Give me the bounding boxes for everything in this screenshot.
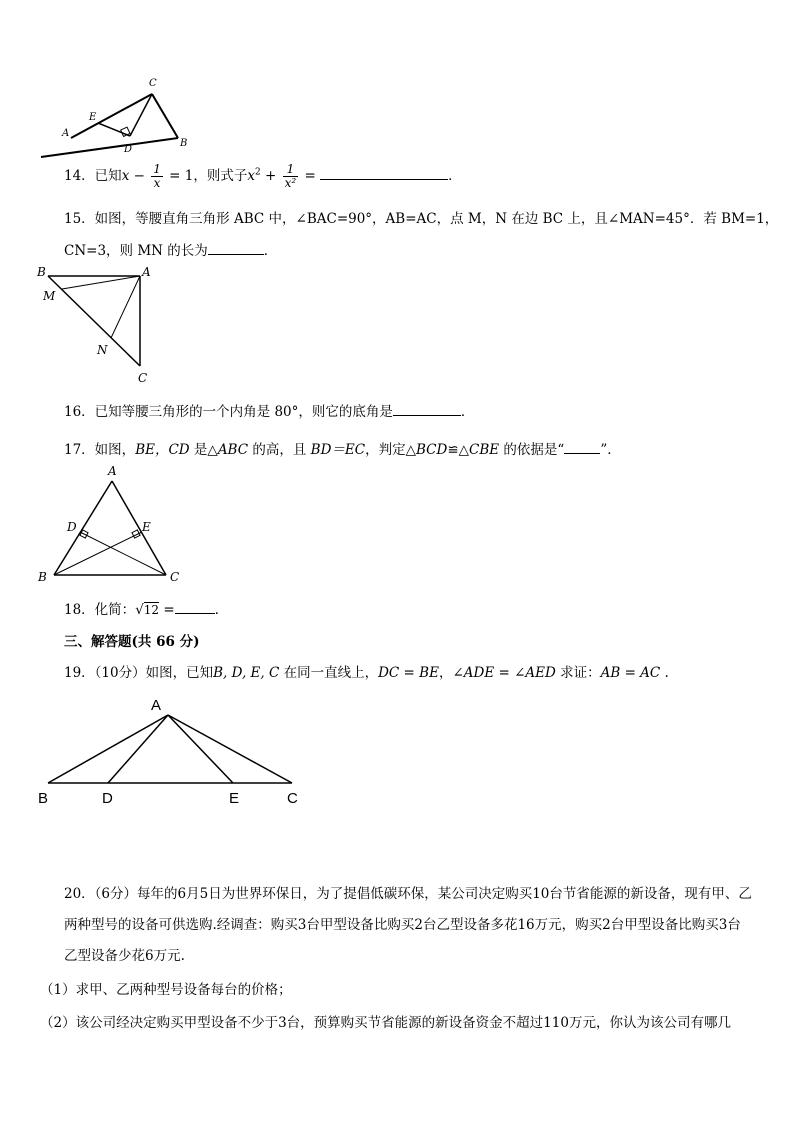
figure-q13 [38, 74, 198, 160]
q14-end: ． [448, 168, 462, 184]
q14-plus: + [260, 168, 281, 184]
q14-answer-blank[interactable] [320, 167, 448, 180]
q19-mid2: 求证： [555, 665, 601, 681]
q18-eq: = [159, 602, 175, 618]
q14-x: x [121, 168, 130, 184]
fig19-label-b: B [38, 790, 49, 807]
fig15-line-bc [48, 276, 140, 366]
q18-sqrt-sign: √ [135, 602, 144, 618]
question-14 [64, 163, 462, 190]
q14-eq1: = 1，则式子 [164, 168, 248, 184]
fig15-label-n: N [97, 343, 108, 357]
fig13-line-cb [152, 94, 178, 138]
fig13-label-d: D [124, 144, 133, 155]
q16-answer-blank[interactable] [393, 403, 461, 416]
section-3-title [64, 630, 199, 650]
q14-frac2-den: x² [284, 176, 297, 190]
q19-points: B, D, E, C [213, 665, 280, 681]
fig17-label-b: B [38, 570, 47, 584]
q17-end: ”． [600, 442, 621, 458]
fig13-label-a: A [62, 128, 70, 139]
q20-sub1-text: （1）求甲、乙两种型号设备每台的价格； [40, 982, 292, 998]
figure-q15 [34, 262, 164, 388]
question-16 [64, 400, 474, 420]
q19-goal: AB = AC [600, 665, 661, 681]
fig15-line-an [111, 276, 140, 338]
fig13-label-e: E [89, 112, 97, 123]
q14-fraction-1 [151, 163, 163, 190]
fig15-line-am [62, 276, 140, 289]
q14-prefix: 14．已知 [64, 168, 122, 184]
fig15-label-c: C [138, 371, 148, 385]
question-20-line2 [64, 913, 741, 933]
question-19 [64, 661, 669, 681]
q17-abc: ABC [217, 442, 249, 458]
q14-eq2: = [300, 168, 321, 184]
q17-mid4: 的依据是“ [499, 442, 565, 458]
q14-sup2: 2 [254, 167, 261, 178]
q19-cond2: ∠ADE = ∠AED [452, 665, 556, 681]
q14-frac1-num: 1 [153, 162, 161, 176]
q14-x2: x [247, 168, 255, 184]
q19-mid1: 在同一直线上， [279, 665, 379, 681]
q19-sep: ， [438, 665, 453, 681]
question-17 [64, 438, 621, 458]
q17-be-cd: BE，CD [135, 442, 190, 458]
q15-text-line2: CN=3，则 MN 的长为 [64, 243, 208, 259]
question-15-line1 [64, 207, 778, 227]
figure-q17 [34, 461, 184, 587]
question-20-sub2 [40, 1011, 731, 1031]
fig19-line-ae [168, 715, 233, 783]
question-15-line2 [64, 239, 277, 259]
fig17-label-d: D [67, 520, 77, 534]
q17-answer-blank[interactable] [564, 441, 600, 454]
q18-radicand: 12 [143, 603, 160, 617]
fig13-line-ed [98, 123, 130, 136]
q19-end: . [660, 665, 669, 681]
fig13-label-b: B [180, 138, 188, 149]
question-20-line3 [64, 944, 185, 964]
q17-bd-ec: BD＝EC [310, 442, 366, 458]
fig13-label-c: C [149, 78, 157, 89]
q15-text-line1: 15．如图，等腰直角三角形 ABC 中，∠BAC=90°，AB=AC，点 M，N 在边 BC 上，且∠MAN=45°．若 BM=1， [64, 211, 779, 227]
fig19-label-c: C [287, 790, 298, 807]
fig19-line-ab [48, 715, 168, 783]
fig15-label-a: A [142, 265, 151, 279]
q16-text: 16．已知等腰三角形的一个内角是 80°，则它的底角是 [64, 404, 393, 420]
figure-q19 [34, 695, 314, 807]
fig17-label-a: A [108, 464, 117, 478]
q17-mid3: ，判定△ [365, 442, 416, 458]
q15-answer-blank[interactable] [208, 242, 264, 255]
q17-mid1: 是△ [189, 442, 218, 458]
fig13-line-ab [41, 138, 178, 157]
q19-cond1: DC = BE [378, 665, 439, 681]
fig17-label-c: C [170, 570, 180, 584]
q15-end: ． [263, 243, 278, 259]
question-20-sub1 [40, 978, 292, 998]
q14-frac1-den: x [153, 176, 161, 190]
fig19-label-a: A [151, 697, 162, 714]
section-3-title-text: 三、解答题(共 66 分) [64, 634, 200, 650]
q18-end: ． [214, 602, 229, 618]
q16-end: ． [460, 404, 475, 420]
q19-prefix: 19．（10分）如图，已知 [64, 665, 214, 681]
question-18 [64, 598, 228, 618]
q17-cbe: CBE [469, 442, 500, 458]
q17-cong: ≌△ [447, 442, 470, 458]
q20-text-line3: 乙型设备少花6万元. [64, 948, 185, 964]
q17-prefix: 17．如图， [64, 442, 136, 458]
fig19-label-d: D [102, 790, 113, 807]
q17-bcd: BCD [415, 442, 448, 458]
fig17-label-e: E [142, 520, 151, 534]
q20-text-line1: 20．（6分）每年的6月5日为世界环保日，为了提倡低碳环保，某公司决定购买10台节省能源的新设备，现有甲、乙 [64, 886, 752, 902]
fig15-label-m: M [43, 289, 56, 303]
fig15-label-b: B [37, 265, 46, 279]
q20-sub2-text: （2）该公司经决定购买甲型设备不少于3台，预算购买节省能源的新设备资金不超过110万元，你认为该公司有哪几 [40, 1015, 731, 1031]
q17-mid2: 的高，且 [248, 442, 311, 458]
fig19-line-ac [168, 715, 292, 783]
q20-text-line2: 两种型号的设备可供选购.经调查：购买3台甲型设备比购买2台乙型设备多花16万元，购买2台甲型设备比购买3台 [64, 917, 741, 933]
q14-fraction-2 [283, 163, 299, 190]
fig19-label-e: E [229, 790, 240, 807]
q18-answer-blank[interactable] [175, 601, 215, 614]
q18-prefix: 18．化简： [64, 602, 136, 618]
q14-frac2-num: 1 [283, 163, 299, 177]
fig17-line-ac [112, 481, 166, 575]
fig19-line-ad [108, 715, 168, 783]
question-20-line1 [64, 882, 752, 902]
q14-minus: − [129, 168, 150, 184]
